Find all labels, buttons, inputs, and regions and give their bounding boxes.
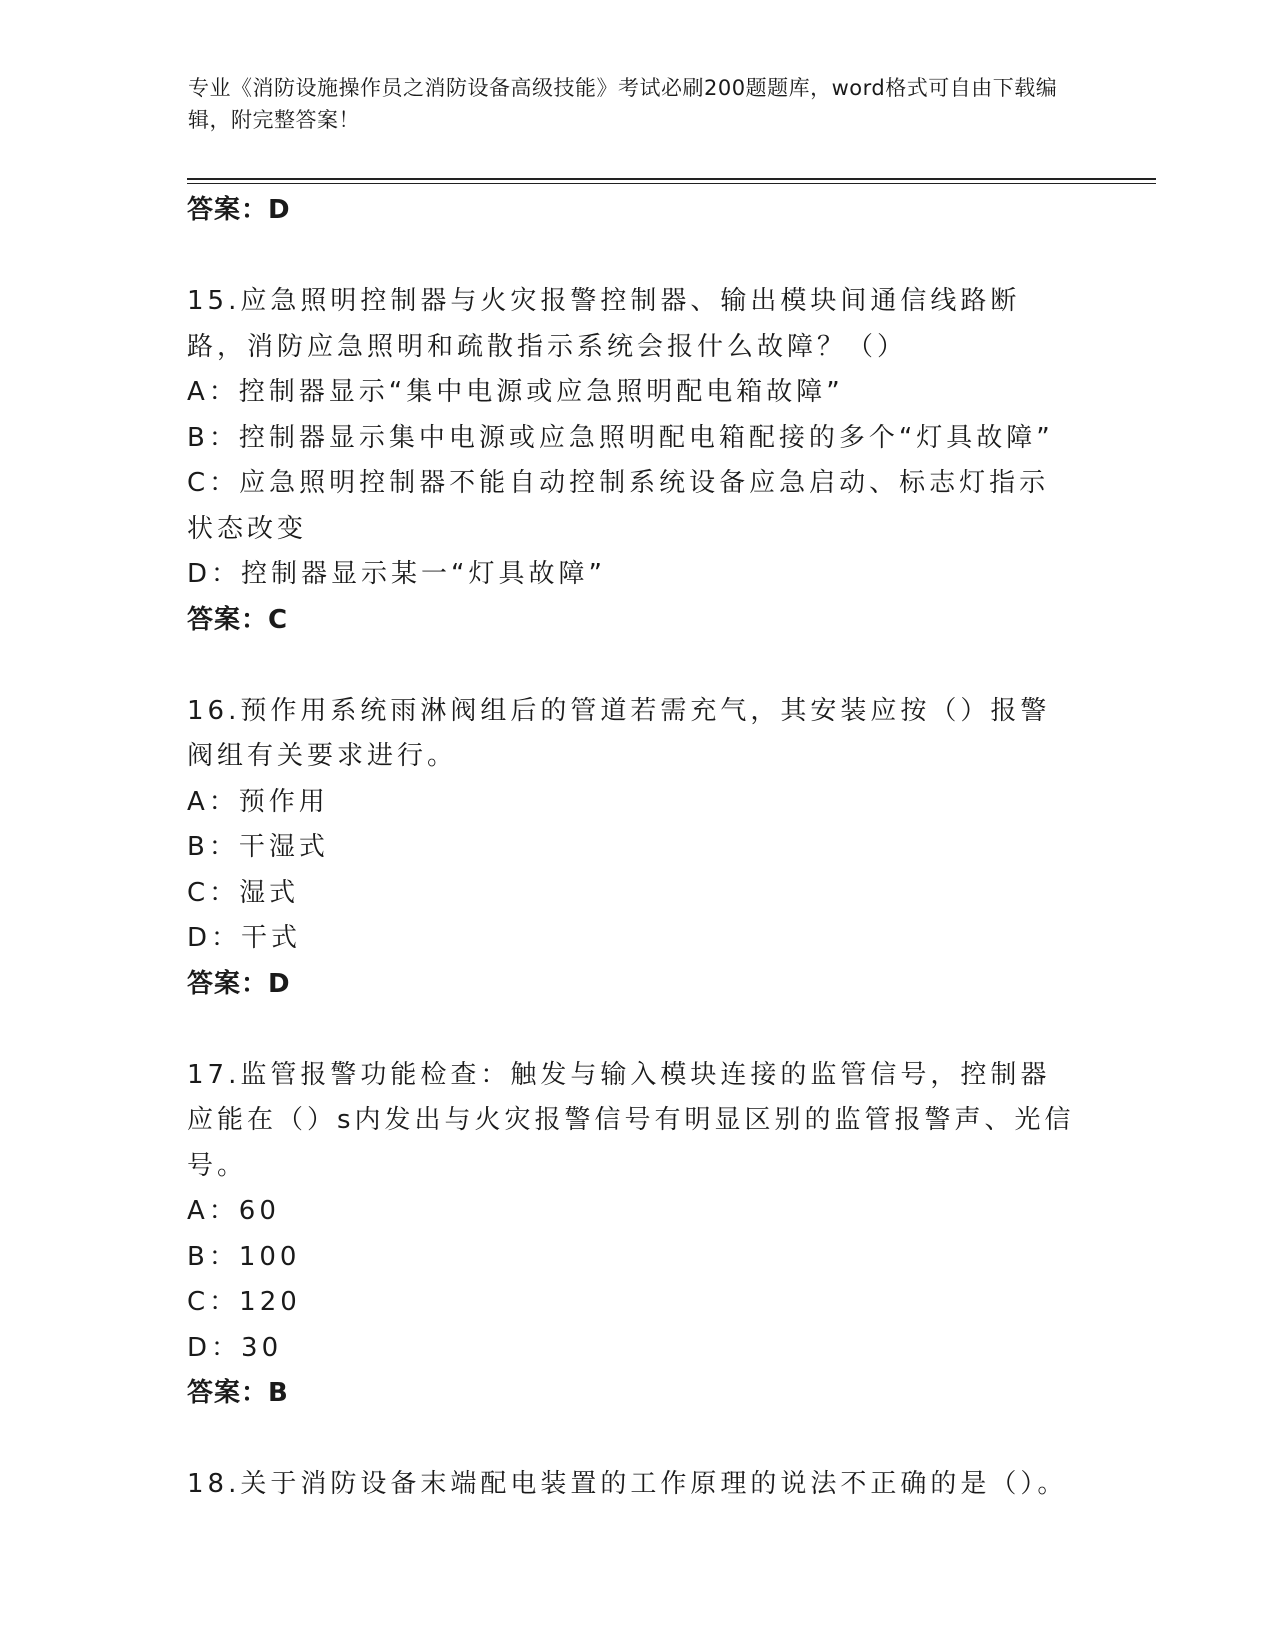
option-a: A：控制器显示“集中电源或应急照明配电箱故障” (187, 377, 844, 407)
option-b: B：控制器显示集中电源或应急照明配电箱配接的多个“灯具故障” (187, 422, 1054, 453)
option-a: A：预作用 (187, 786, 329, 817)
spacer (187, 1417, 1087, 1463)
question-list (187, 188, 1087, 1508)
spacer (187, 643, 1087, 689)
spacer (187, 1007, 1087, 1053)
header-divider-thick (187, 178, 1156, 180)
option-a: A：60 (187, 1196, 280, 1226)
header-divider-thin (187, 183, 1156, 184)
question-17 (187, 1053, 1087, 1417)
question-18 (187, 1462, 1087, 1508)
question-stem: 15.应急照明控制器与火灾报警控制器、输出模块间通信线路断路，消防应急照明和疏散指示系统会报什么故障？（） (187, 286, 1021, 362)
option-c: C：120 (187, 1287, 301, 1317)
option-d: D：干式 (187, 923, 302, 953)
option-b: B：干湿式 (187, 832, 329, 862)
question-15 (187, 279, 1087, 643)
answer: 答案：C (187, 604, 289, 635)
header-text: 专业《消防设施操作员之消防设备高级技能》考试必刷200题题库，word格式可自由下载编辑，附完整答案！ (188, 76, 1058, 132)
option-c: C：应急照明控制器不能自动控制系统设备应急启动、标志灯指示状态改变 (187, 468, 1050, 544)
option-b: B：100 (187, 1241, 301, 1272)
question-stem: 18.关于消防设备末端配电装置的工作原理的说法不正确的是（）。 (187, 1469, 1068, 1499)
option-d: D：控制器显示某一“灯具故障” (187, 559, 606, 589)
question-stem: 16.预作用系统雨淋阀组后的管道若需充气，其安装应按（）报警阀组有关要求进行。 (187, 695, 1051, 771)
answer: 答案：B (187, 1378, 289, 1408)
page-header (188, 72, 1068, 136)
question-16 (187, 689, 1087, 1008)
option-d: D：30 (187, 1332, 283, 1363)
option-c: C：湿式 (187, 877, 300, 908)
previous-answer: 答案：D (187, 195, 291, 225)
question-stem: 17.监管报警功能检查：触发与输入模块连接的监管信号，控制器应能在（）s内发出与火灾报警信号有明显区别的监管报警声、光信号。 (187, 1059, 1075, 1181)
spacer (187, 234, 1087, 280)
answer: 答案：D (187, 968, 291, 999)
